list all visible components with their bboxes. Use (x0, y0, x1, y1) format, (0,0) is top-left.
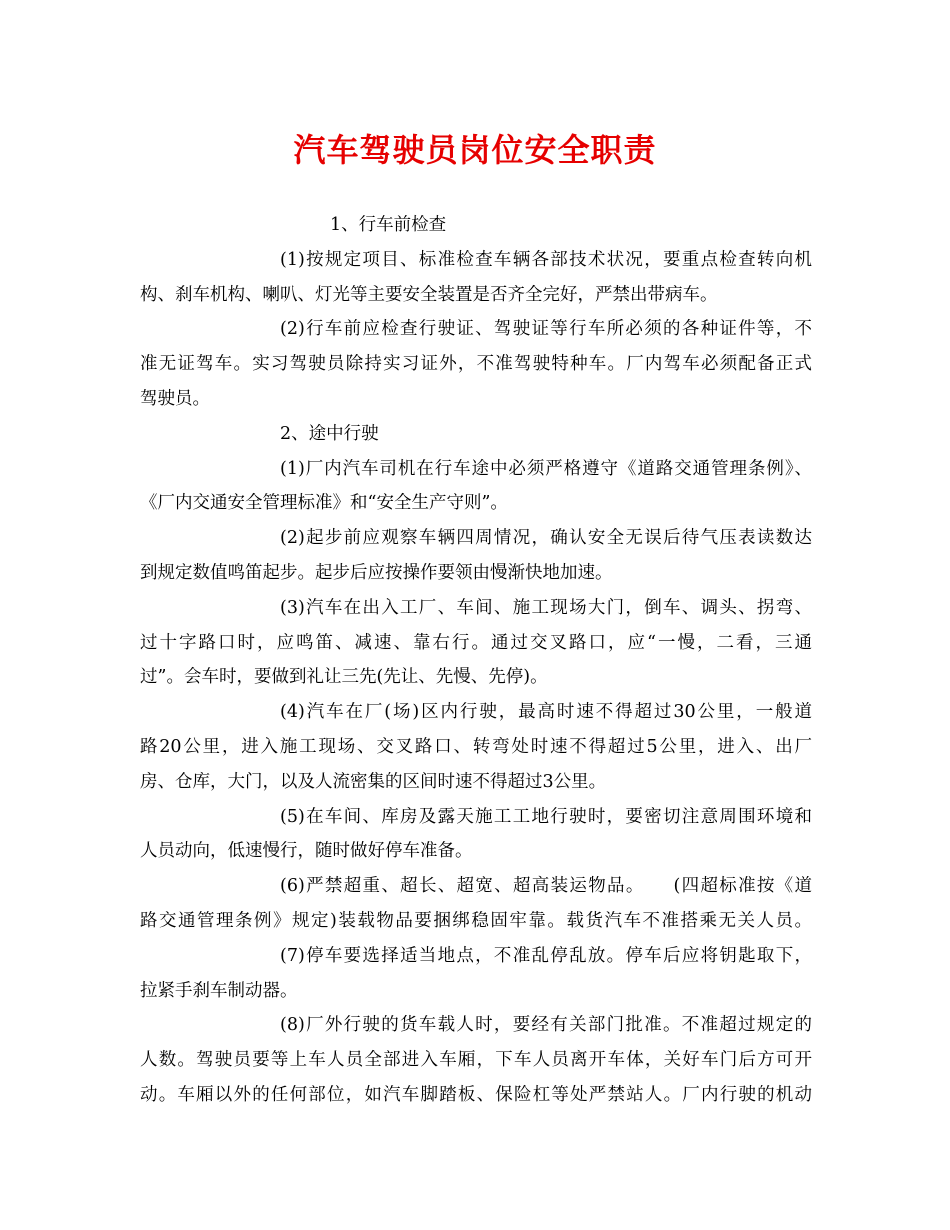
document-body (140, 208, 812, 1113)
paragraph-line: (1)厂内汽车司机在行车途中必须严格遵守《道路交通管理条例》、 (280, 458, 812, 479)
paragraph-line: 过十字路口时，应鸣笛、减速、靠右行。通过交叉路口，应“一慢，二看，三通 (140, 632, 812, 653)
paragraph-line: (7)停车要选择适当地点，不准乱停乱放。停车后应将钥匙取下， (280, 945, 812, 966)
paragraph-line: 人员动向，低速慢行，随时做好停车准备。 (140, 841, 473, 862)
paragraph-line: (4)汽车在厂(场)区内行驶，最高时速不得超过30公里，一般道 (280, 702, 812, 723)
paragraph-line: (6)严禁超重、超长、超宽、超高装运物品。 (四超标准按《道 (280, 876, 812, 897)
paragraph-line: (5)在车间、库房及露天施工工地行驶时，要密切注意周围环境和 (280, 806, 812, 827)
paragraph-line: (2)行车前应检查行驶证、驾驶证等行车所必须的各种证件等，不 (280, 319, 812, 340)
paragraph-line: 到规定数值鸣笛起步。起步后应按操作要领由慢渐快地加速。 (140, 562, 613, 583)
paragraph-line: 拉紧手刹车制动器。 (140, 980, 298, 1001)
page-title: 汽车驾驶员岗位安全职责 (293, 131, 657, 169)
paragraph-line: 路20公里，进入施工现场、交叉路口、转弯处时速不得超过5公里，进入、出厂 (140, 736, 812, 757)
paragraph-line: (2)起步前应观察车辆四周情况，确认安全无误后待气压表读数达 (280, 528, 812, 549)
section-heading: 1、行车前检查 (330, 215, 447, 235)
paragraph-line: 准无证驾车。实习驾驶员除持实习证外，不准驾驶特种车。厂内驾车必须配备正式 (140, 354, 812, 375)
paragraph-line: 构、刹车机构、喇叭、灯光等主要安全装置是否齐全完好，严禁出带病车。 (140, 284, 718, 305)
paragraph-line: 《厂内交通安全管理标准》和“安全生产守则”。 (140, 493, 508, 514)
paragraph-line: 驾驶员。 (140, 388, 210, 409)
paragraph-line: 路交通管理条例》规定)装载物品要捆绑稳固牢靠。载货汽车不准搭乘无关人员。 (140, 910, 812, 931)
paragraph-line: (1)按规定项目、标准检查车辆各部技术状况，要重点检查转向机 (280, 249, 812, 270)
paragraph-line: 动。车厢以外的任何部位，如汽车脚踏板、保险杠等处严禁站人。厂内行驶的机动 (140, 1084, 812, 1105)
section-heading: 2、途中行驶 (280, 423, 379, 444)
paragraph-line: 房、仓库，大门，以及人流密集的区间时速不得超过3公里。 (140, 771, 607, 792)
paragraph-line: 人数。驾驶员要等上车人员全部进入车厢，下车人员离开车体，关好车门后方可开 (140, 1050, 812, 1071)
paragraph-line: 过”。会车时，要做到礼让三先(先让、先慢、先停)。 (140, 667, 548, 688)
paragraph-line: (8)厂外行驶的货车载人时，要经有关部门批准。不准超过规定的 (280, 1015, 812, 1036)
paragraph-line: (3)汽车在出入工厂、车间、施工现场大门，倒车、调头、拐弯、 (280, 597, 812, 618)
